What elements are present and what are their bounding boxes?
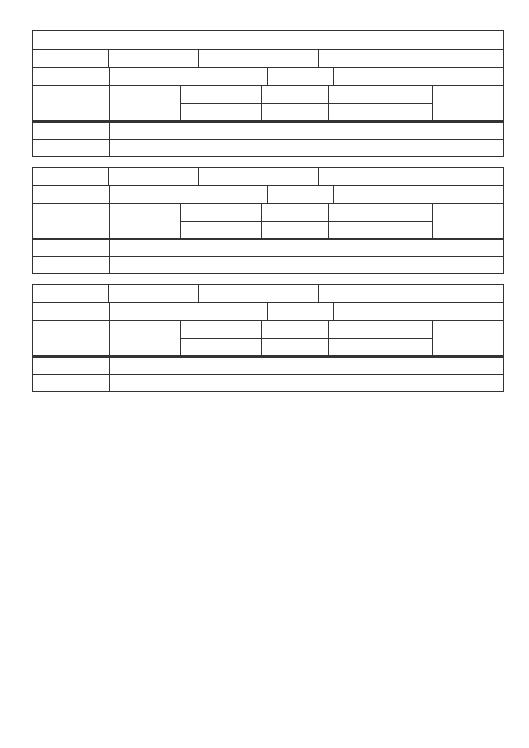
h2-b xyxy=(329,222,432,239)
total-a xyxy=(110,321,181,355)
game-header xyxy=(33,168,503,186)
h1-label xyxy=(262,86,329,103)
sendoff-label xyxy=(33,358,110,374)
match-card xyxy=(33,186,503,204)
h2-a xyxy=(181,104,262,121)
total-a xyxy=(110,86,181,120)
remark-row xyxy=(33,375,503,391)
sendoff-row xyxy=(33,358,503,375)
h1-label xyxy=(262,321,329,338)
game-header xyxy=(33,50,503,68)
referee-2nd xyxy=(319,50,503,67)
start-time xyxy=(109,285,199,302)
h1-b xyxy=(329,321,432,338)
score-block xyxy=(33,86,503,121)
match-card xyxy=(33,68,503,86)
sendoff-label xyxy=(33,123,110,139)
remark-value xyxy=(110,375,503,391)
game-title xyxy=(33,285,109,302)
h1-a xyxy=(181,321,262,338)
game-3 xyxy=(32,284,504,392)
h1-b xyxy=(329,86,432,103)
h1-a xyxy=(181,86,262,103)
total-b xyxy=(432,204,503,238)
h2-a xyxy=(181,339,262,356)
vs-label xyxy=(268,186,334,203)
team-b xyxy=(334,303,503,320)
result-sheet xyxy=(32,30,504,402)
h1-b xyxy=(329,204,432,221)
game-title xyxy=(33,50,109,67)
referee-2nd xyxy=(319,285,503,302)
score-block xyxy=(33,321,503,356)
remark-label xyxy=(33,375,110,391)
referee-1st xyxy=(199,285,319,302)
h2-a xyxy=(181,222,262,239)
sendoff-row xyxy=(33,240,503,257)
start-time xyxy=(109,50,199,67)
score-label xyxy=(33,86,110,120)
game-1 xyxy=(32,49,504,157)
game-2 xyxy=(32,167,504,274)
card-label xyxy=(33,186,110,203)
referee-1st xyxy=(199,50,319,67)
remark-label xyxy=(33,140,110,156)
score-label xyxy=(33,321,110,355)
team-a xyxy=(110,186,268,203)
h2-b xyxy=(329,104,432,121)
team-a xyxy=(110,68,268,85)
h1-a xyxy=(181,204,262,221)
h2-label xyxy=(262,222,329,239)
sendoff-row xyxy=(33,123,503,140)
remark-value xyxy=(110,140,503,156)
remark-value xyxy=(110,257,503,273)
game-header xyxy=(33,285,503,303)
total-b xyxy=(432,321,503,355)
vs-label xyxy=(268,68,334,85)
start-time xyxy=(109,168,199,185)
referee-2nd xyxy=(319,168,503,185)
total-b xyxy=(432,86,503,120)
h2-label xyxy=(262,104,329,121)
team-b xyxy=(334,68,503,85)
team-b xyxy=(334,186,503,203)
h2-b xyxy=(329,339,432,356)
total-a xyxy=(110,204,181,238)
card-label xyxy=(33,68,110,85)
card-label xyxy=(33,303,110,320)
game-title xyxy=(33,168,109,185)
score-label xyxy=(33,204,110,238)
remark-label xyxy=(33,257,110,273)
sendoff-label xyxy=(33,240,110,256)
remark-row xyxy=(33,257,503,273)
h1-label xyxy=(262,204,329,221)
match-card xyxy=(33,303,503,321)
score-block xyxy=(33,204,503,239)
referee-1st xyxy=(199,168,319,185)
team-a xyxy=(110,303,268,320)
remark-row xyxy=(33,140,503,156)
vs-label xyxy=(268,303,334,320)
h2-label xyxy=(262,339,329,356)
sheet-header xyxy=(32,30,504,49)
